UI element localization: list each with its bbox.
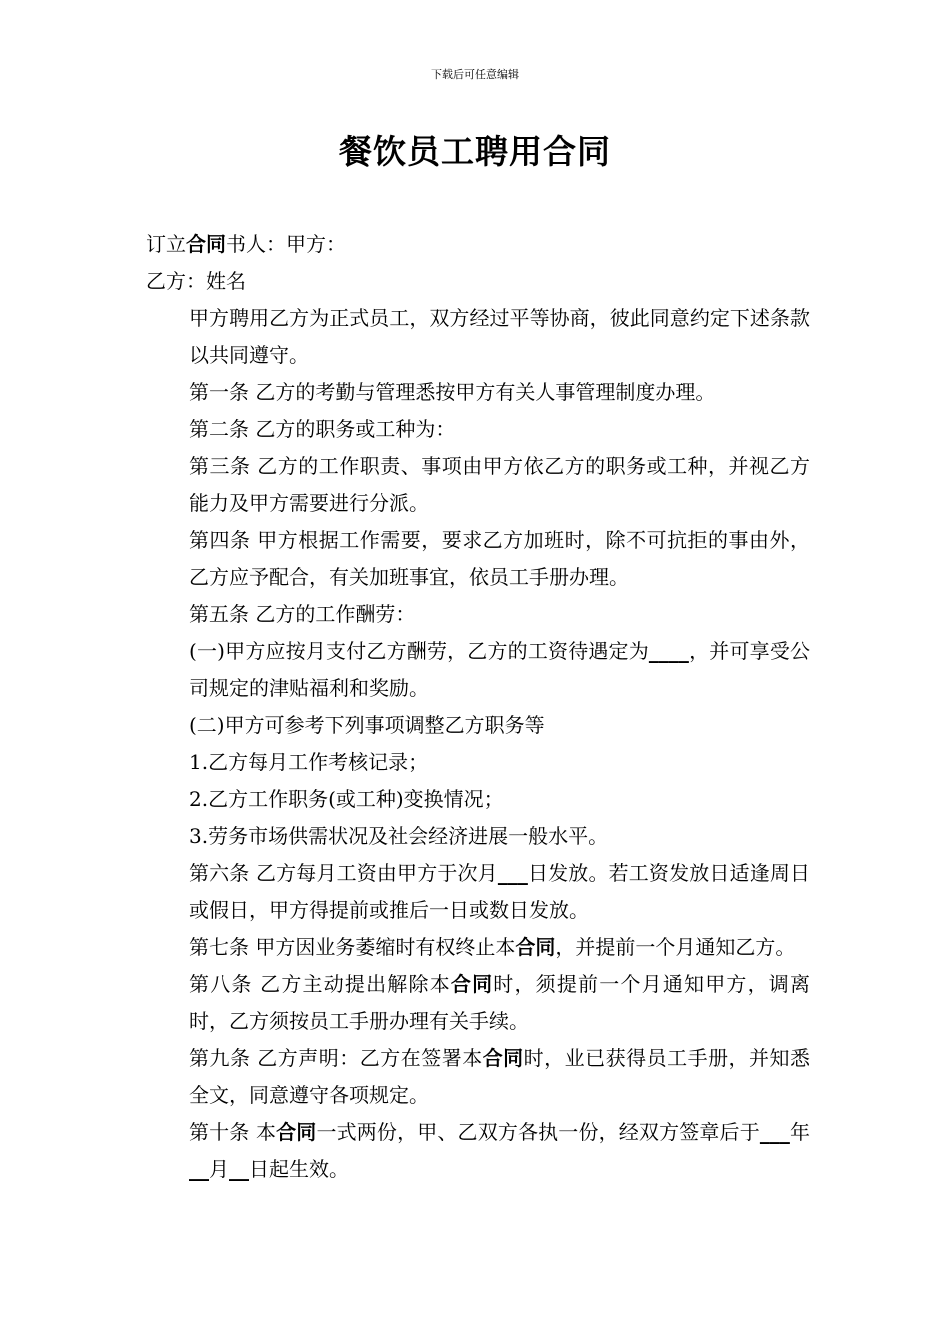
keyword: 合同: [515, 935, 556, 959]
text: 时，业已获得员工手册，并知悉全文，同意遵守各项规定。: [189, 1046, 811, 1107]
article-6: [146, 855, 810, 929]
text: 日发放。若工资发放日适逢周日或假日，甲方得提前或推后一日或数日发放。: [189, 861, 811, 922]
article-5-clause-1: [146, 633, 810, 707]
day-blank: ___: [497, 861, 528, 885]
article-4: 第四条 甲方根据工作需要，要求乙方加班时，除不可抗拒的事由外，乙方应予配合，有关加班事宜，依员工手册办理。: [189, 528, 810, 589]
text: 书人：甲方：: [226, 232, 346, 256]
party-b-line: 乙方：姓名: [146, 269, 246, 293]
article-7: [146, 929, 810, 966]
text: 一式两份，甲、乙双方各执一份，经双方签章后于: [316, 1120, 760, 1144]
text: 第七条 甲方因业务萎缩时有权终止本: [189, 935, 516, 959]
text: 月: [209, 1157, 229, 1181]
text: ，并提前一个月通知乙方。: [555, 935, 796, 959]
year-blank: ___: [759, 1120, 790, 1144]
list-item-1: 1.乙方每月工作考核记录；: [189, 750, 429, 774]
article-2: 第二条 乙方的职务或工种为：: [189, 417, 456, 441]
article-10: [146, 1114, 810, 1188]
text: 第八条 乙方主动提出解除本: [189, 972, 451, 996]
article-5-clause-2: (二)甲方可参考下列事项调整乙方职务等: [189, 713, 545, 737]
text: 第十条 本: [189, 1120, 277, 1144]
text: 订立: [146, 232, 186, 256]
article-1: 第一条 乙方的考勤与管理悉按甲方有关人事管理制度办理。: [189, 380, 716, 404]
keyword: 合同: [482, 1046, 524, 1070]
list-item-2: 2.乙方工作职务(或工种)变换情况；: [189, 787, 504, 811]
article-9: [146, 1040, 810, 1114]
month-blank: __: [189, 1157, 209, 1181]
contract-body: [146, 226, 810, 1188]
intro-paragraph: 甲方聘用乙方为正式员工，双方经过平等协商，彼此同意约定下述条款以共同遵守。: [189, 306, 810, 367]
text: 第六条 乙方每月工资由甲方于次月: [189, 861, 498, 885]
date-blank: __: [229, 1157, 249, 1181]
article-3: 第三条 乙方的工作职责、事项由甲方依乙方的职务或工种，并视乙方能力及甲方需要进行分派。: [189, 454, 810, 515]
list-item-3: 3.劳务市场供需状况及社会经济进展一般水平。: [189, 824, 609, 848]
keyword: 合同: [276, 1120, 317, 1144]
keyword: 合同: [450, 972, 494, 996]
signatory-line: [146, 226, 810, 263]
article-5: 第五条 乙方的工作酬劳：: [189, 602, 416, 626]
salary-blank: ____: [648, 639, 689, 663]
article-8: [146, 966, 810, 1040]
text: 日起生效。: [249, 1157, 349, 1181]
text: (一)甲方应按月支付乙方酬劳，乙方的工资待遇定为: [189, 639, 649, 663]
text: 第九条 乙方声明：乙方在签署本: [189, 1046, 483, 1070]
text: 年: [789, 1120, 811, 1144]
header-note: 下载后可任意编辑: [431, 68, 519, 81]
keyword: 合同: [186, 232, 226, 256]
text: ，并可享受公司规定的津贴福利和奖励。: [189, 639, 810, 700]
document-title: 餐饮员工聘用合同: [339, 132, 611, 171]
text: 时，须提前一个月通知甲方，调离时，乙方须按员工手册办理有关手续。: [189, 972, 811, 1033]
